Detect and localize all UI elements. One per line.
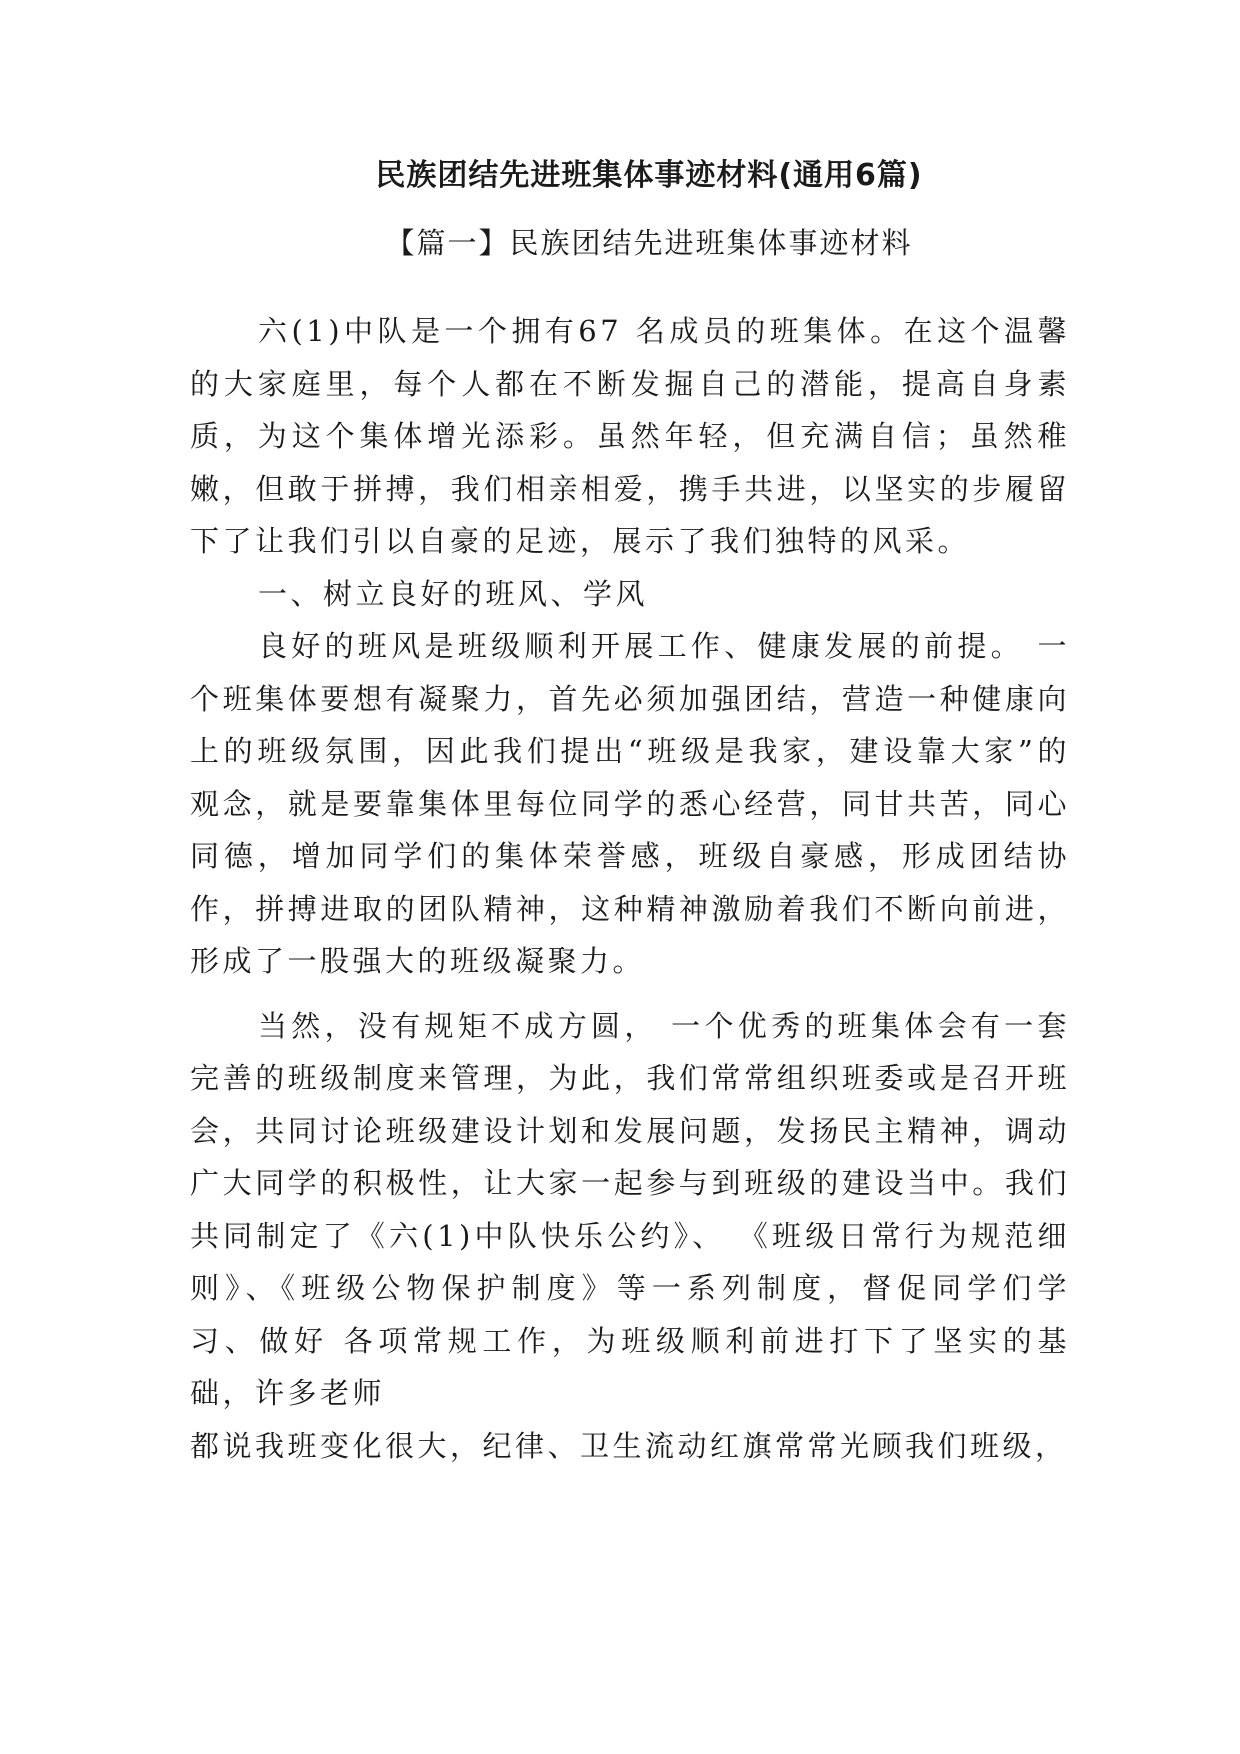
paragraph-intro: 六(1)中队是一个拥有67 名成员的班集体。在这个温馨的大家庭里，每个人都在不断发掘自己的潜能，提高自身素质，为这个集体增光添彩。虽然年轻，但充满自信；虽然稚嫩，但敢于拼搏，我们相亲相爱，携手共进，以坚实的步履留下了让我们引以自豪的足迹，展示了我们独特的风采。	[190, 314, 1070, 558]
document-title: 民族团结先进班集体事迹材料(通用6篇)	[375, 158, 923, 193]
section-title: 【篇一】民族团结先进班集体事迹材料	[385, 226, 913, 260]
document-body	[190, 305, 1070, 1472]
section-heading: 一、树立良好的班风、学风	[258, 576, 649, 611]
paragraph-continued: 都说我班变化很大，纪律、卫生流动红旗常常光顾我们班级，	[190, 1428, 1068, 1463]
paragraph-class-rules: 当然，没有规矩不成方圆， 一个优秀的班集体会有一套完善的班级制度来管理，为此，我们常常组织班委或是召开班会，共同讨论班级建设计划和发展问题，发扬民主精神，调动广大同学的积极性，让大家一起参与到班级的建设当中。我们共同制定了《六(1)中队快乐公约》、 《班级日常行为规范细则》、《班级公物保护制度》等一系列制度，督促同学们学习、做好 各项常规工作，为班级顺利前进打下了坚实的基础，许多老师	[190, 1008, 1070, 1410]
paragraph-class-spirit: 良好的班风是班级顺利开展工作、健康发展的前提。 一个班集体要想有凝聚力，首先必须加强团结，营造一种健康向上的班级氛围，因此我们提出“班级是我家，建设靠大家”的观念，就是要靠集体里每位同学的悉心经营，同甘共苦，同心同德，增加同学们的集体荣誉感，班级自豪感，形成团结协作，拼搏进取的团队精神，这种精神激励着我们不断向前进，形成了一股强大的班级凝聚力。	[190, 629, 1070, 978]
